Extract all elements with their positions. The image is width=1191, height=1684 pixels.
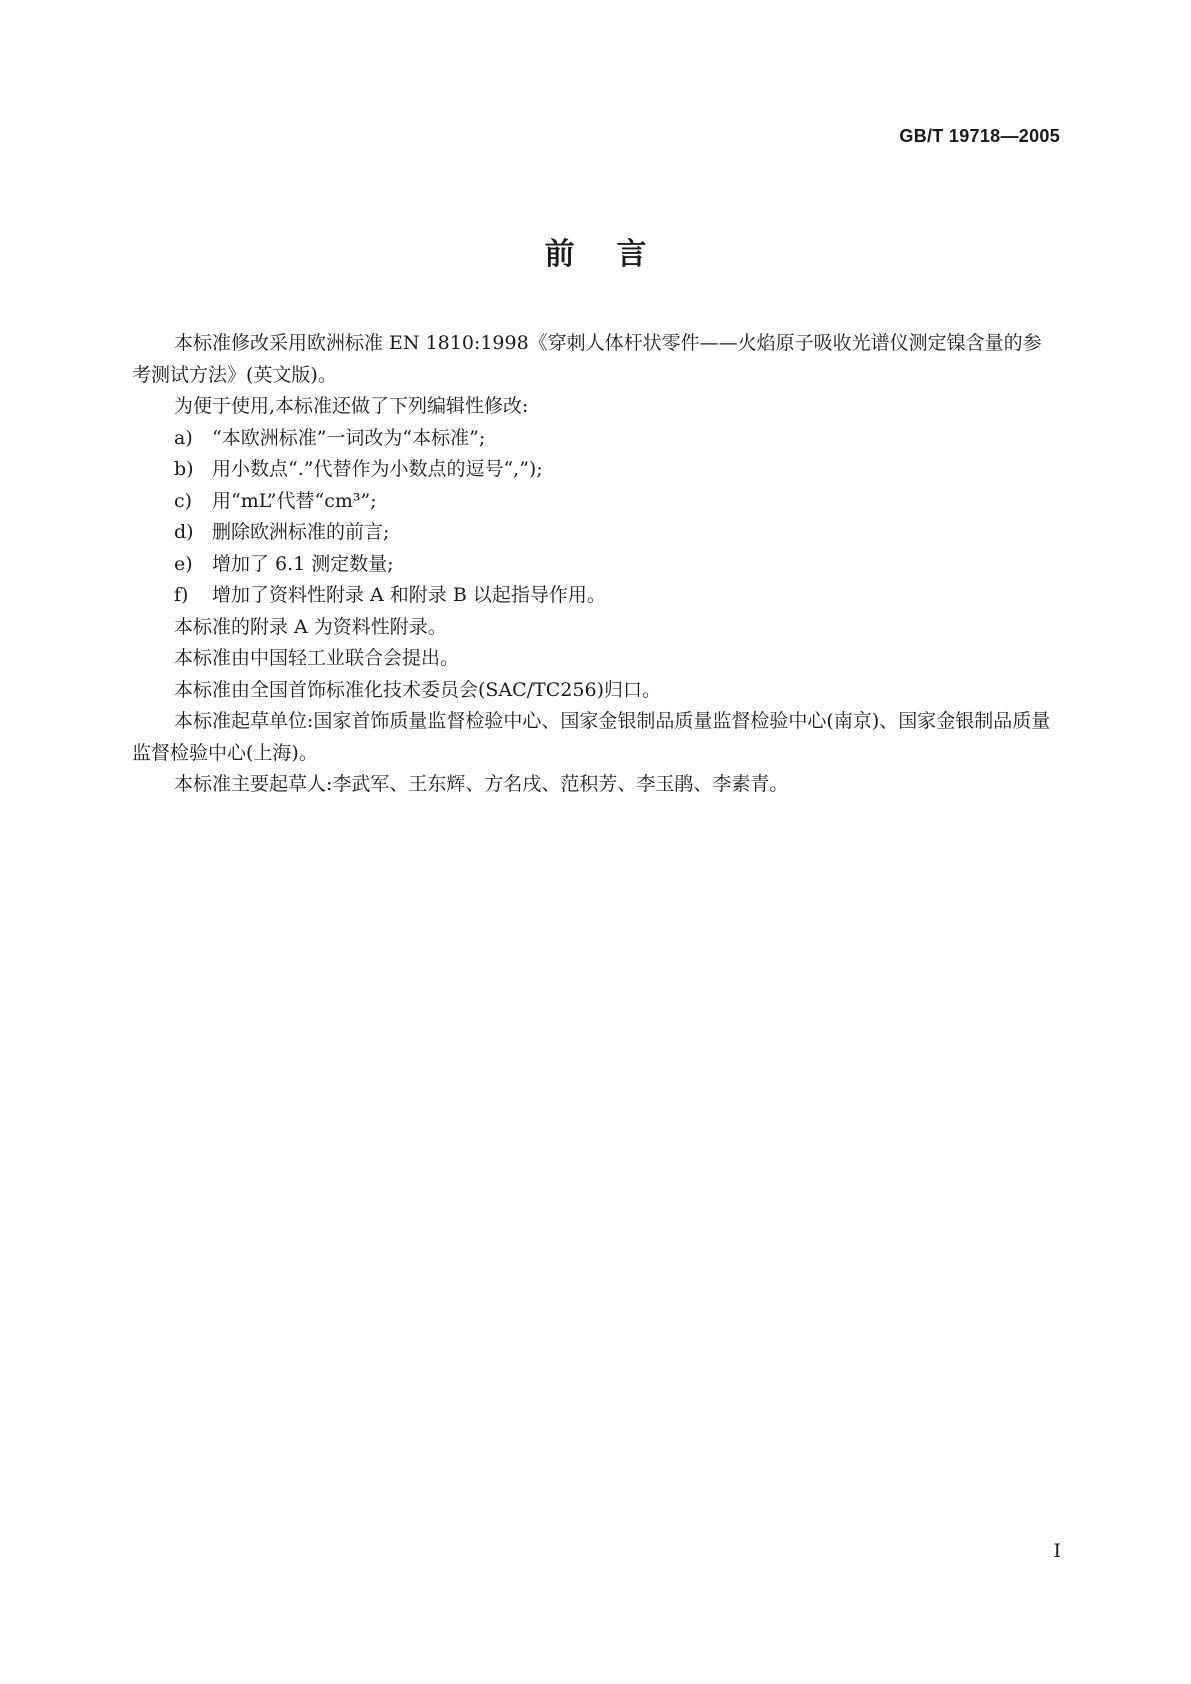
list-marker: c) — [174, 489, 193, 512]
list-marker: d) — [174, 521, 194, 543]
list-marker: b) — [174, 458, 194, 480]
paragraph-adoption: 本标准修改采用欧洲标准 EN 1810:1998《穿刺人体杆状零件——火焰原子吸收光谱仪测定镍含量的参考测试方法》(英文版)。 — [132, 332, 1042, 386]
list-item — [132, 549, 1059, 581]
list-item-text: 增加了 6.1 测定数量; — [212, 552, 394, 575]
paragraph-edits-intro: 为便于使用,本标准还做了下列编辑性修改: — [174, 395, 529, 417]
paragraph-annex: 本标准的附录 A 为资料性附录。 — [174, 615, 447, 638]
list-item — [132, 454, 1059, 486]
list-marker: a) — [174, 426, 193, 449]
paragraph-drafters: 本标准主要起草人:李武军、王东辉、方名戌、范积芳、李玉鹃、李素青。 — [174, 773, 789, 795]
list-item — [132, 423, 1059, 455]
list-item — [132, 486, 1059, 518]
paragraph-drafting-units: 本标准起草单位:国家首饰质量监督检验中心、国家金银制品质量监督检验中心(南京)、国家金银制品质量监督检验中心(上海)。 — [132, 710, 1051, 764]
paragraph-proposer: 本标准由中国轻工业联合会提出。 — [174, 647, 460, 669]
list-item-text: 删除欧洲标准的前言; — [212, 521, 390, 543]
standard-code: GB/T 19718—2005 — [899, 126, 1060, 146]
foreword-body — [132, 328, 1059, 801]
paragraph-committee: 本标准由全国首饰标准化技术委员会(SAC/TC256)归口。 — [174, 678, 661, 701]
list-marker: e) — [174, 552, 193, 575]
list-marker: f) — [174, 584, 189, 606]
page-title: 前言 — [544, 237, 689, 272]
list-item-text: 用“mL”代替“cm³”; — [212, 489, 377, 512]
list-item-text: 增加了资料性附录 A 和附录 B 以起指导作用。 — [212, 584, 606, 606]
list-item-text: “本欧洲标准”一词改为“本标准”; — [212, 426, 486, 449]
list-item — [132, 517, 1059, 549]
list-item-text: 用小数点“.”代替作为小数点的逗号“,”); — [212, 458, 543, 480]
page-number: I — [1053, 1540, 1061, 1562]
list-item — [132, 580, 1059, 612]
